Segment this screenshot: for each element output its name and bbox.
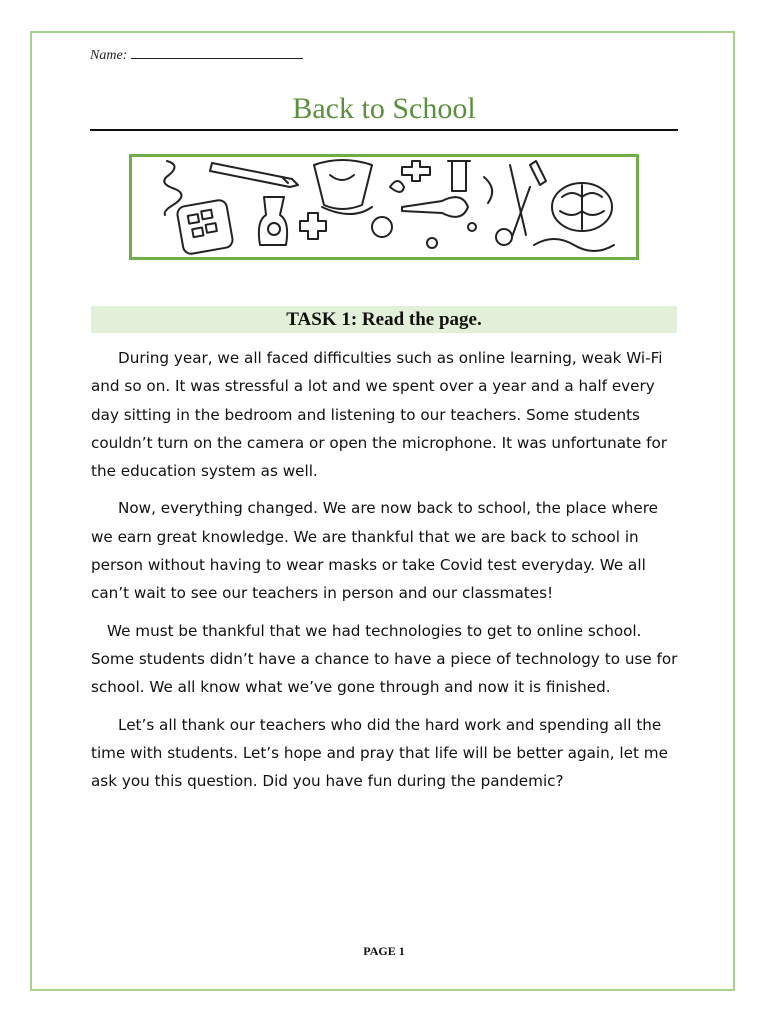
- name-blank-line[interactable]: [131, 46, 303, 59]
- page-number: PAGE 1: [363, 944, 405, 958]
- name-label: Name:: [90, 48, 128, 63]
- paragraph-2: Now, everything changed. We are now back to school, the place where we earn great knowledge. We are thankful that we are back to school in person without having to wear masks or take Covid test everyday. We all can’t wait to see our teachers in person and our classmates!: [91, 499, 659, 603]
- paragraph-3: We must be thankful that we had technologies to get to online school. Some students didn’t have a chance to have a piece of technology to use for school. We all know what we’ve gone through and now it is finished.: [91, 621, 678, 697]
- page-title: Back to School: [292, 92, 476, 125]
- name-field[interactable]: [90, 46, 303, 64]
- reading-passage: [91, 344, 681, 804]
- school-supplies-icon: [132, 157, 636, 257]
- task-heading: TASK 1: Read the page.: [91, 306, 677, 333]
- banner-illustration: [129, 154, 639, 260]
- title-underline: [90, 129, 678, 131]
- paragraph-4: Let’s all thank our teachers who did the hard work and spending all the time with students. Let’s hope and pray that life will be better again, let me ask you this question. Did you have fun during the pandemic?: [91, 715, 668, 791]
- paragraph-1: During year, we all faced difficulties such as online learning, weak Wi-Fi and so on. It was stressful a lot and we spent over a year and a half every day sitting in the bedroom and listening to our teachers. Some students couldn’t turn on the camera or open the microphone. It was unfortunate for the education system as well.: [91, 349, 668, 481]
